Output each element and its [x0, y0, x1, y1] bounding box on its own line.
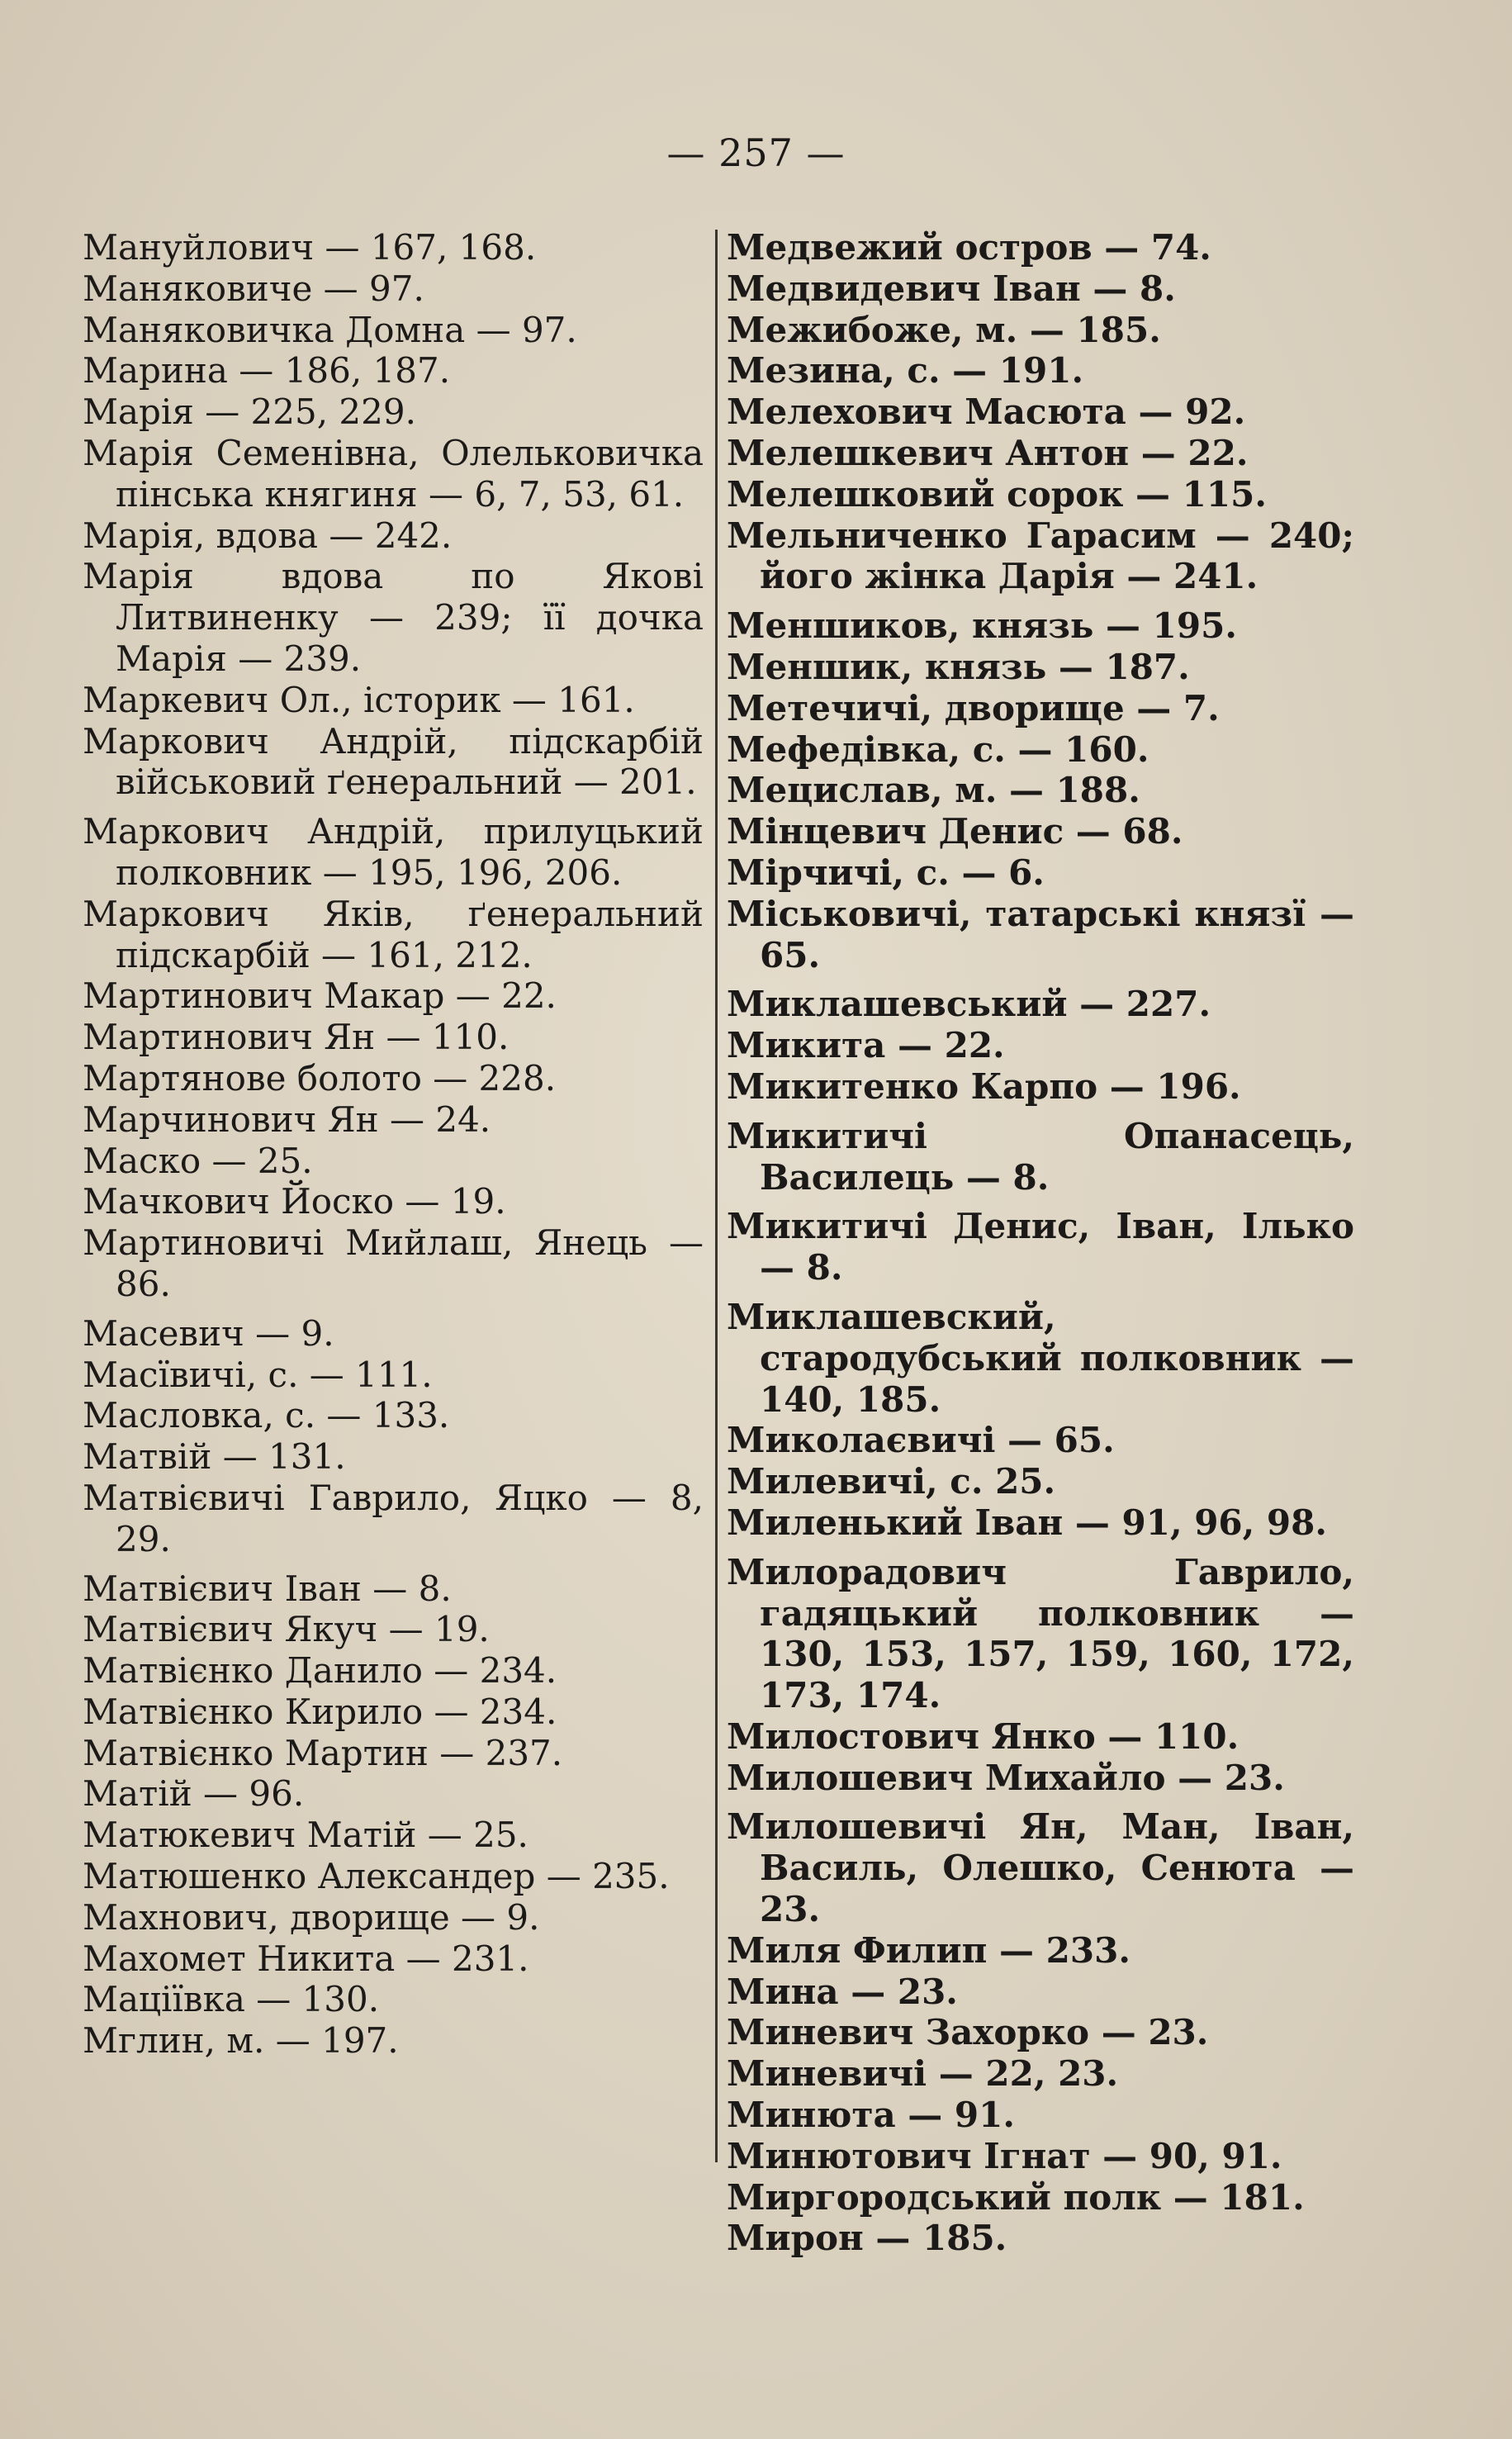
index-entry: Милошевич Михайло — 23. [727, 1757, 1285, 1798]
index-entry: Маціївка — 130. [83, 1979, 380, 2020]
index-entry: Масївичі, с. — 111. [83, 1354, 433, 1395]
index-entry: Микитенко Карпо — 196. [727, 1065, 1241, 1107]
index-entry: Маняковичка Домна — 97. [83, 309, 577, 350]
index-entry: Марина — 186, 187. [83, 350, 451, 391]
index-entry: Мелешкевич Антон — 22. [727, 432, 1249, 473]
index-entry: Милевичі, с. 25. [727, 1461, 1056, 1502]
index-entry: Микитичі Опанасець, Василець — 8. [727, 1115, 1354, 1198]
index-entry: Маркевич Ол., історик — 161. [83, 679, 635, 720]
index-entry: Матвієвич Якуч — 19. [83, 1609, 490, 1650]
index-entry: Мануйлович — 167, 168. [83, 227, 537, 268]
index-entry: Миклашевський — 227. [727, 984, 1211, 1025]
index-entry: Мефедівка, с. — 160. [727, 728, 1149, 770]
index-entry: Маско — 25. [83, 1140, 313, 1181]
index-entry: Матвієнко Мартин — 237. [83, 1732, 563, 1773]
index-entry: Махомет Никита — 231. [83, 1938, 529, 1979]
index-entry: Милошевичі Ян, Ман, Іван, Василь, Олешко, Сенюта — 23. [727, 1806, 1354, 1930]
index-entry: Микита — 22. [727, 1025, 1005, 1066]
index-entry: Милорадович Гаврило, гадяцький полковник — 130, 153, 157, 159, 160, 172, 173, 174. [727, 1551, 1354, 1716]
index-entry: Мелехович Масюта — 92. [727, 391, 1246, 433]
index-entry: Мартинович Макар — 22. [83, 975, 557, 1017]
index-entry: Матвієнко Данило — 234. [83, 1650, 557, 1692]
index-entry: Марчинович Ян — 24. [83, 1098, 491, 1140]
index-entry: Миневичі — 22, 23. [727, 2053, 1119, 2095]
index-entry: Матвієнко Кирило — 234. [83, 1691, 557, 1732]
index-entry: Мелешковий сорок — 115. [727, 473, 1267, 515]
index-entry: Мельниченко Гарасим — 240; його жінка Дарія — 241. [727, 515, 1354, 597]
index-entry: Мина — 23. [727, 1971, 958, 2012]
index-entry: Мезина, с. — 191. [727, 350, 1084, 391]
index-entry: Марія, вдова — 242. [83, 515, 453, 556]
page-number: — 257 — [666, 130, 846, 175]
index-entry: Маркович Яків, ґенеральний підскарбій — 161, 212. [83, 893, 704, 975]
index-entry: Маняковиче — 97. [83, 268, 424, 309]
index-entry: Мартинович Ян — 110. [83, 1017, 510, 1058]
index-entry: Миргородський полк — 181. [727, 2176, 1305, 2218]
index-entry: Масловка, с. — 133. [83, 1395, 450, 1436]
index-entry: Міськовичі, татарські князї — 65. [727, 893, 1354, 975]
index-entry: Миленький Іван — 91, 96, 98. [727, 1502, 1327, 1543]
index-entry: Мірчичі, с. — 6. [727, 852, 1045, 893]
index-entry: Межибоже, м. — 185. [727, 309, 1161, 350]
index-entry: Мглин, м. — 197. [83, 2020, 399, 2062]
index-entry: Мирон — 185. [727, 2218, 1007, 2259]
index-entry: Меншик, князь — 187. [727, 646, 1190, 687]
index-entry: Мачкович Йоско — 19. [83, 1181, 506, 1222]
index-entry: Матвієвичі Гаврило, Яцко — 8, 29. [83, 1477, 704, 1559]
index-entry: Миневич Захорко — 23. [727, 2012, 1209, 2053]
index-entry: Маркович Андрій, підскарбій військовий ґенеральний — 201. [83, 720, 704, 803]
index-entry: Марія Семенівна, Олельковичка пінська княгиня — 6, 7, 53, 61. [83, 432, 704, 515]
index-entry: Медвежий остров — 74. [727, 227, 1211, 268]
index-entry: Матюшенко Александер — 235. [83, 1856, 670, 1897]
index-entry: Махнович, дворище — 9. [83, 1896, 540, 1938]
index-entry: Матій — 96. [83, 1773, 305, 1815]
index-entry: Мінцевич Денис — 68. [727, 811, 1183, 852]
index-entry: Матвій — 131. [83, 1436, 346, 1478]
index-entry: Милостович Янко — 110. [727, 1715, 1239, 1757]
index-entry: Мартиновичі Мийлаш, Янець — 86. [83, 1222, 704, 1304]
index-entry: Марія — 225, 229. [83, 391, 416, 433]
index-entry: Микитичі Денис, Іван, Ілько — 8. [727, 1206, 1354, 1288]
index-entry: Мартянове болото — 228. [83, 1057, 557, 1098]
index-entry: Минютович Ігнат — 90, 91. [727, 2135, 1282, 2176]
index-entry: Минюта — 91. [727, 2095, 1016, 2136]
index-entry: Матвієвич Іван — 8. [83, 1568, 452, 1609]
right-column [727, 227, 1354, 2259]
index-entry: Меншиков, князь — 195. [727, 605, 1237, 647]
column-divider [715, 230, 718, 2162]
index-entry: Марія вдова по Якові Литвиненку — 239; її дочка Марія — 239. [83, 556, 704, 679]
index-entry: Матюкевич Матій — 25. [83, 1815, 528, 1856]
index-entry: Миля Филип — 233. [727, 1929, 1130, 1971]
left-column [83, 227, 704, 2062]
index-entry: Масевич — 9. [83, 1312, 334, 1354]
index-entry: Медвидевич Іван — 8. [727, 268, 1176, 309]
index-entry: Миколаєвичі — 65. [727, 1420, 1115, 1461]
index-entry: Маркович Андрій, прилуцький полковник — 195, 196, 206. [83, 811, 704, 893]
index-entry: Метечичі, дворище — 7. [727, 687, 1220, 728]
index-entry: Мецислав, м. — 188. [727, 770, 1140, 811]
index-entry: Миклашевский, стародубський полковник — 140, 185. [727, 1296, 1354, 1420]
